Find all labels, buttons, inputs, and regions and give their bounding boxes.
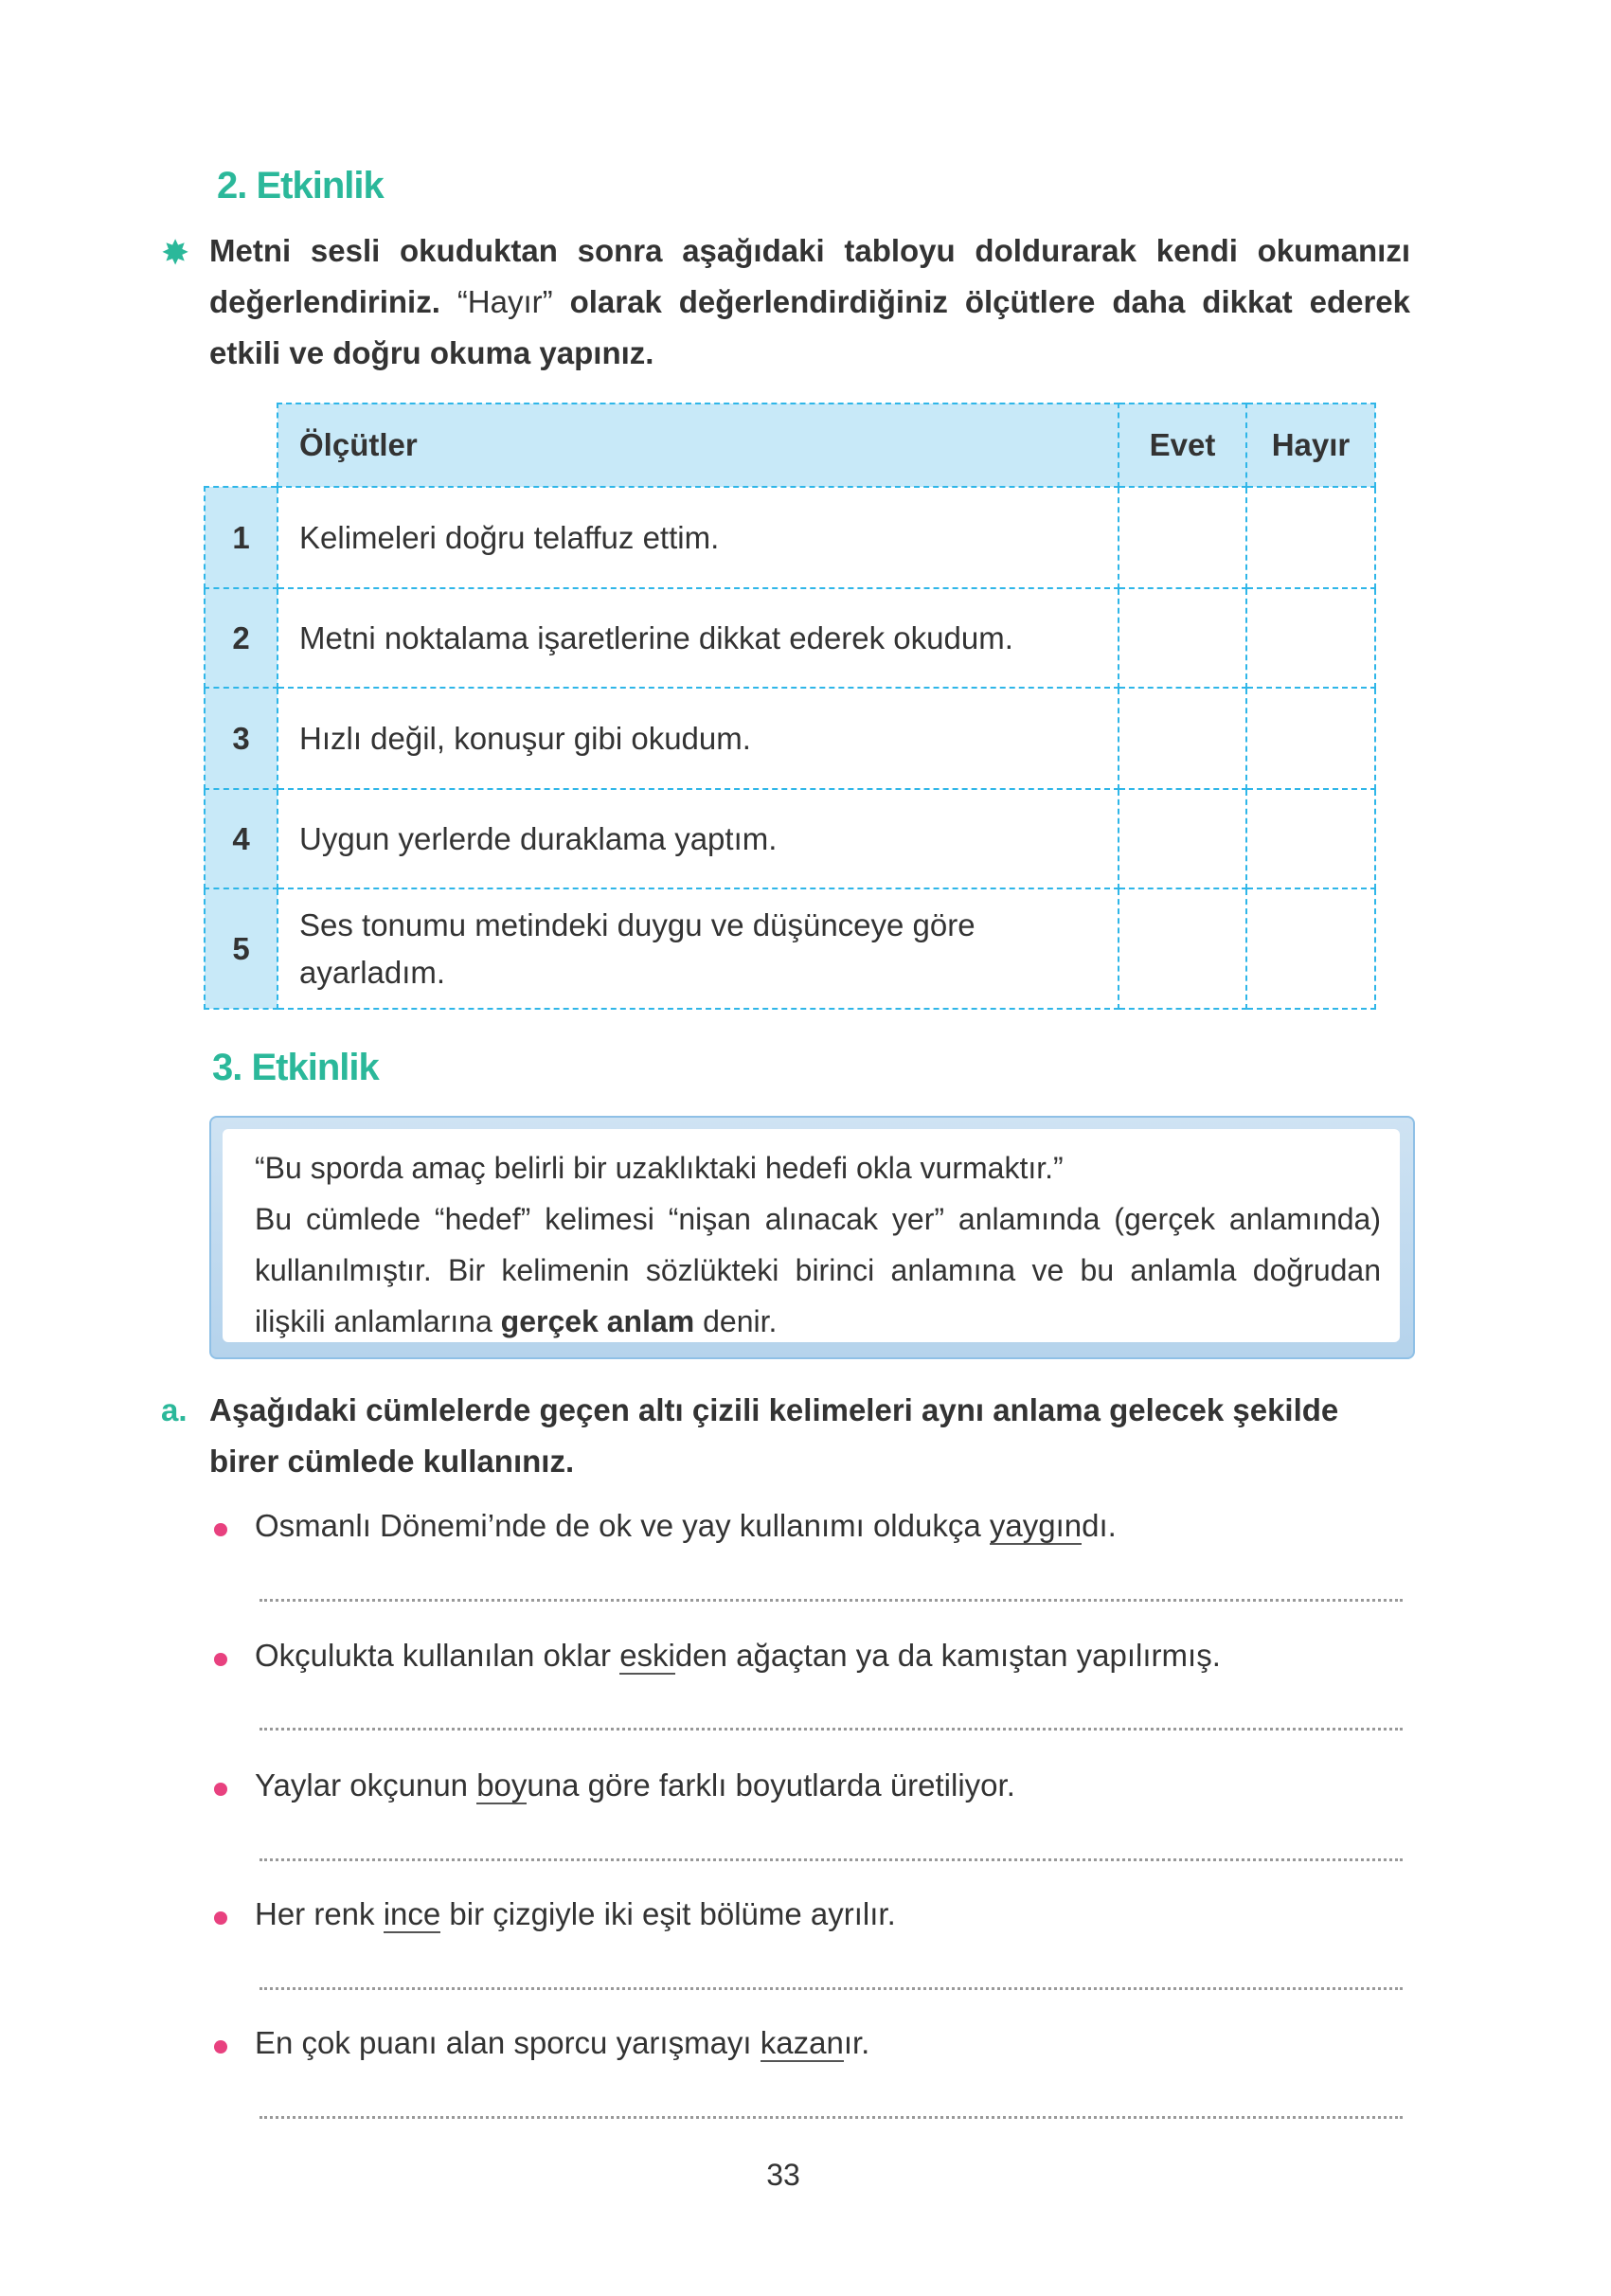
bullet-icon: [214, 2040, 227, 2054]
row-number: 4: [205, 789, 277, 888]
yes-cell[interactable]: [1119, 888, 1246, 1009]
info-end: denir.: [694, 1304, 778, 1338]
table-row: [205, 688, 1375, 789]
answer-line[interactable]: [260, 2116, 1403, 2119]
row-number: 1: [205, 487, 277, 588]
bullet-icon: [214, 1653, 227, 1666]
no-cell[interactable]: [1246, 588, 1375, 688]
underlined-word: boy: [476, 1767, 528, 1803]
info-text: [255, 1193, 1381, 1347]
row-number: 5: [205, 888, 277, 1009]
sentence: Her renk ince bir çizgiyle iki eşit bölüme ayrılır.: [255, 1896, 896, 1931]
table-row: [205, 487, 1375, 588]
bullet-icon: [214, 1523, 227, 1536]
underlined-word: kazan: [760, 2025, 844, 2060]
underlined-word: ince: [383, 1896, 441, 1931]
sentence: Osmanlı Dönemi’nde de ok ve yay kullanımı oldukça yaygındı.: [255, 1508, 1117, 1543]
header-criteria: Ölçütler: [277, 404, 1119, 487]
sentence: Okçulukta kullanılan oklar eskiden ağaçtan ya da kamıştan yapılırmış.: [255, 1638, 1221, 1673]
table-row: [205, 588, 1375, 688]
activity-2-title: 2. Etkinlik: [217, 165, 384, 206]
criterion: Hızlı değil, konuşur gibi okudum.: [277, 688, 1119, 789]
criterion: Ses tonumu metindeki duygu ve düşünceye göre ayarladım.: [277, 888, 1119, 1009]
bullet-icon: [214, 1911, 227, 1925]
instruction-text-end: olarak değerlendirdiğiniz ölçütlere daha dikkat ederek etkili ve doğru okuma yapınız.: [209, 284, 1411, 370]
table-row: [205, 888, 1375, 1009]
answer-line[interactable]: [260, 1858, 1403, 1861]
instruction-text: Metni sesli okuduktan sonra aşağıdaki tabloyu doldurarak kendi okumanızı değerlendiriniz.: [209, 233, 1410, 319]
underlined-word: eski: [619, 1638, 675, 1673]
sentence: Yaylar okçunun boyuna göre farklı boyutlarda üretiliyor.: [255, 1767, 1015, 1803]
header-yes: Evet: [1119, 404, 1246, 487]
row-number: 2: [205, 588, 277, 688]
answer-line[interactable]: [260, 1987, 1403, 1990]
info-body: Bu cümlede “hedef” kelimesi “nişan alınacak yer” anlamında (gerçek anlamında) kullanılmıştır. Bir kelimenin sözlükteki birinci anlamına ve bu anlamla doğrudan ilişkili anlamlarına: [255, 1202, 1381, 1338]
question-text: Aşağıdaki cümlelerde geçen altı çizili kelimeleri aynı anlama gelecek şekilde birer cümlede kullanınız.: [209, 1392, 1339, 1479]
bullet-icon: [214, 1783, 227, 1796]
yes-cell[interactable]: [1119, 588, 1246, 688]
answer-line[interactable]: [260, 1728, 1403, 1731]
no-cell[interactable]: [1246, 789, 1375, 888]
question-label: a.: [161, 1392, 188, 1427]
underlined-word: yaygın: [989, 1508, 1083, 1543]
sentence: En çok puanı alan sporcu yarışmayı kazanır.: [255, 2025, 870, 2060]
activity-3-title: 3. Etkinlik: [212, 1047, 379, 1088]
header-no: Hayır: [1246, 404, 1375, 487]
row-number: 3: [205, 688, 277, 789]
example-sentence: “Bu sporda amaç belirli bir uzaklıktaki hedefi okla vurmaktır.”: [255, 1151, 1064, 1185]
page-number: 33: [766, 2158, 800, 2192]
activity-2-instruction: [209, 225, 1410, 379]
evaluation-table: [204, 403, 1376, 1010]
criterion: Metni noktalama işaretlerine dikkat ederek okudum.: [277, 588, 1119, 688]
no-cell[interactable]: [1246, 487, 1375, 588]
yes-cell[interactable]: [1119, 487, 1246, 588]
info-bold-term: gerçek anlam: [500, 1304, 695, 1338]
star-icon: ✸: [161, 233, 190, 272]
instruction-quote: “Hayır”: [456, 284, 553, 319]
no-cell[interactable]: [1246, 688, 1375, 789]
yes-cell[interactable]: [1119, 688, 1246, 789]
criterion: Kelimeleri doğru telaffuz ettim.: [277, 487, 1119, 588]
yes-cell[interactable]: [1119, 789, 1246, 888]
table-row: [205, 789, 1375, 888]
criterion: Uygun yerlerde duraklama yaptım.: [277, 789, 1119, 888]
no-cell[interactable]: [1246, 888, 1375, 1009]
answer-line[interactable]: [260, 1599, 1403, 1602]
empty-corner: [205, 404, 277, 487]
info-box: [209, 1116, 1415, 1359]
